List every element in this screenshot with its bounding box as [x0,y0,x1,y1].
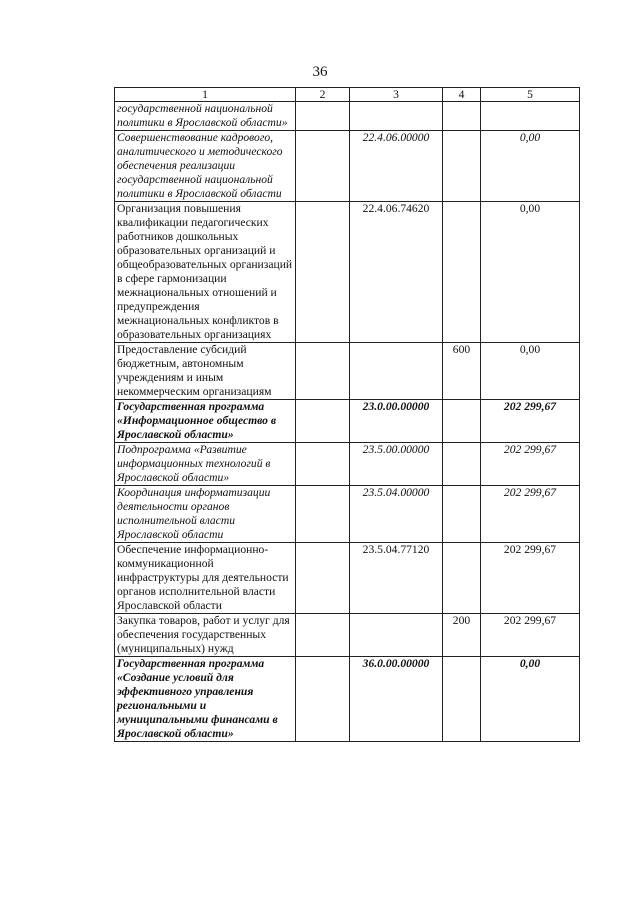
row-code: 36.0.00.00000 [350,657,443,742]
column-header-5: 5 [481,88,580,102]
column-header-3: 3 [350,88,443,102]
row-col2 [296,486,350,543]
row-kind [443,443,481,486]
table-row [115,343,580,400]
row-amount: 0,00 [481,657,580,742]
row-code [350,102,443,131]
row-col2 [296,343,350,400]
table-row [115,614,580,657]
page-number: 36 [312,64,328,80]
row-name: Государственная программа «Информационное общество в Ярославской области» [115,400,296,443]
row-code: 22.4.06.74620 [350,202,443,343]
row-kind [443,102,481,131]
row-name: Закупка товаров, работ и услуг для обеспечения государственных (муниципальных) нужд [115,614,296,657]
row-col2 [296,443,350,486]
row-col2 [296,202,350,343]
row-name: Координация информатизации деятельности органов исполнительной власти Ярославской области [115,486,296,543]
row-amount: 202 299,67 [481,543,580,614]
table-row [115,400,580,443]
row-kind [443,131,481,202]
row-kind: 200 [443,614,481,657]
row-code: 23.0.00.00000 [350,400,443,443]
row-col2 [296,400,350,443]
table-row [115,486,580,543]
row-kind [443,400,481,443]
row-col2 [296,102,350,131]
column-header-4: 4 [443,88,481,102]
row-amount: 0,00 [481,202,580,343]
row-amount [481,102,580,131]
table-row [115,131,580,202]
row-code: 22.4.06.00000 [350,131,443,202]
row-amount: 202 299,67 [481,443,580,486]
row-name: Организация повышения квалификации педагогических работников дошкольных образовательных организаций и общеобразовательных организаций в сфере гармонизации межнациональных отношений и предупреждения межнациональных конфликтов в образовательных организациях [115,202,296,343]
row-name: Государственная программа «Создание условий для эффективного управления региональными и муниципальными финансами в Ярославской области» [115,657,296,742]
table-row [115,102,580,131]
table-row [115,543,580,614]
row-kind [443,543,481,614]
row-code [350,343,443,400]
row-kind [443,202,481,343]
row-col2 [296,131,350,202]
header-row [115,88,580,102]
row-name: Совершенствование кадрового, аналитического и методического обеспечения реализации государственной национальной политики в Ярославской области [115,131,296,202]
row-kind [443,486,481,543]
column-header-1: 1 [115,88,296,102]
table-row [115,443,580,486]
row-name: Обеспечение информационно-коммуникационной инфраструктуры для деятельности органов исполнительной власти Ярославской области [115,543,296,614]
table-row [115,202,580,343]
row-col2 [296,614,350,657]
column-header-2: 2 [296,88,350,102]
row-code: 23.5.04.77120 [350,543,443,614]
row-code: 23.5.04.00000 [350,486,443,543]
row-code: 23.5.00.00000 [350,443,443,486]
row-amount: 202 299,67 [481,486,580,543]
row-name: Подпрограмма «Развитие информационных технологий в Ярославской области» [115,443,296,486]
row-name: Предоставление субсидий бюджетным, автономным учреждениям и иным некоммерческим организациям [115,343,296,400]
table-row [115,657,580,742]
row-name: государственной национальной политики в Ярославской области» [115,102,296,131]
budget-table [114,87,580,742]
row-kind [443,657,481,742]
row-code [350,614,443,657]
row-amount: 0,00 [481,131,580,202]
row-amount: 202 299,67 [481,614,580,657]
row-amount: 202 299,67 [481,400,580,443]
row-col2 [296,657,350,742]
row-amount: 0,00 [481,343,580,400]
row-col2 [296,543,350,614]
row-kind: 600 [443,343,481,400]
